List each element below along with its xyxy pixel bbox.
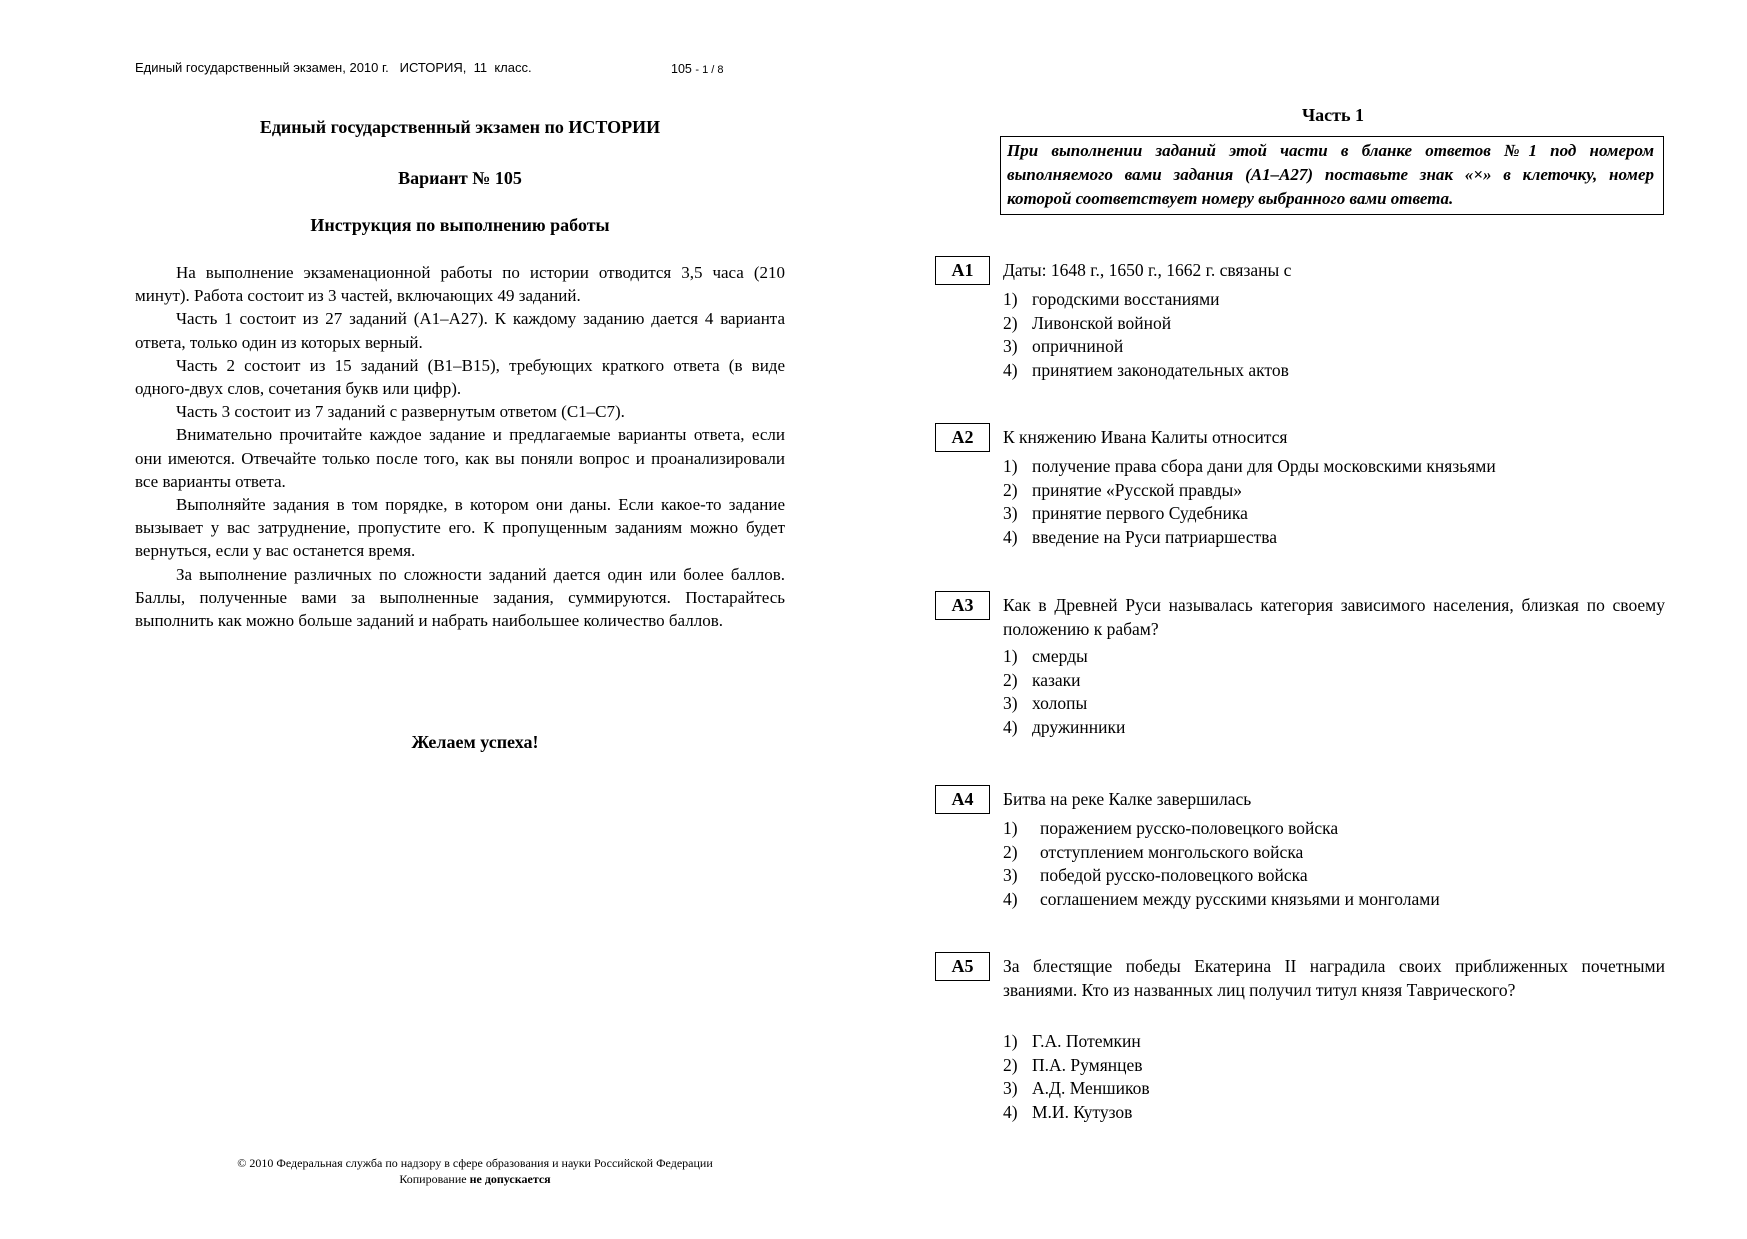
answer-option: 1) получение права сбора дани для Орды московскими князьями [1003, 456, 1496, 476]
instruction-paragraph: Внимательно прочитайте каждое задание и предлагаемые варианты ответа, если они имеются. Отвечайте только после того, как вы поняли вопрос и проанализировали все варианты ответа. [135, 425, 785, 491]
good-luck-text: Желаем успеха! [411, 732, 539, 752]
answer-options [1003, 645, 1125, 739]
task-question: Даты: 1648 г., 1650 г., 1662 г. связаны с [1003, 260, 1292, 280]
task-number: А3 [935, 591, 990, 620]
page-number: 105 - 1 / 8 [671, 62, 724, 76]
answer-options [1003, 288, 1289, 382]
instruction-paragraph: Часть 2 состоит из 15 заданий (В1–В15), требующих краткого ответа (в виде одного-двух слов, сочетания букв или цифр). [135, 355, 785, 399]
answer-option: 4) принятием законодательных актов [1003, 359, 1289, 380]
task-question: Битва на реке Калке завершилась [1003, 789, 1252, 809]
answer-option: 2) Ливонской войной [1003, 312, 1172, 333]
task-question: Как в Древней Руси называлась категория зависимого населения, близкая по своему положению к рабам? [1003, 595, 1665, 639]
answer-option: 4) дружинники [1003, 716, 1126, 737]
answer-option: 3) опричниной [1003, 336, 1124, 356]
copy-notice: Копирование не допускается [399, 1172, 551, 1186]
answer-option: 3) холопы [1003, 693, 1088, 713]
answer-option: 2) принятие «Русской правды» [1003, 479, 1243, 500]
answer-option: 2) казаки [1003, 669, 1081, 690]
answer-option: 3) победой русско-половецкого войска [1003, 865, 1308, 885]
task-number: А4 [935, 785, 990, 814]
answer-option: 2) П.А. Румянцев [1003, 1054, 1143, 1075]
answer-option: 1) городскими восстаниями [1003, 289, 1220, 309]
instruction-paragraph: Выполняйте задания в том порядке, в котором они даны. Если какое-то задание вызывает у вас затруднение, пропустите его. К пропущенным заданиям можно будет вернуться, если у вас останется время. [135, 495, 785, 561]
answer-option: 4) соглашением между русскими князьями и монголами [1003, 888, 1440, 909]
answer-option: 4) введение на Руси патриаршества [1003, 526, 1278, 547]
instruction-paragraph: Часть 1 состоит из 27 заданий (А1–А27). К каждому заданию дается 4 варианта ответа, только один из которых верный. [135, 309, 785, 352]
variant-title: Вариант № 105 [398, 168, 522, 188]
answer-options [1003, 1030, 1150, 1124]
answer-option: 1) смерды [1003, 646, 1088, 666]
copyright-footer [135, 1155, 815, 1187]
instruction-paragraph: За выполнение различных по сложности заданий дается один или более баллов. Баллы, полученные вами за выполненные задания, суммируются. Постарайтесь выполнить как можно больше заданий и набрать наибольшее количество баллов. [135, 564, 785, 631]
answer-option: 2) отступлением монгольского войска [1003, 841, 1304, 862]
task-number: А2 [935, 423, 990, 452]
instruction-paragraph: Часть 3 состоит из 7 заданий с развернутым ответом (С1–С7). [176, 402, 625, 422]
instructions-body [135, 261, 785, 632]
task-number: А5 [935, 952, 990, 981]
copyright-line: © 2010 Федеральная служба по надзору в сфере образования и науки Российской Федерации [237, 1156, 713, 1170]
answer-option: 1) Г.А. Потемкин [1003, 1031, 1141, 1051]
answer-option: 3) принятие первого Судебника [1003, 503, 1248, 523]
instruction-paragraph: На выполнение экзаменационной работы по истории отводится 3,5 часа (210 минут). Работа состоит из 3 частей, включающих 49 заданий. [135, 263, 785, 306]
task-question: К княжению Ивана Калиты относится [1003, 427, 1288, 447]
task-number: А1 [935, 256, 990, 285]
answer-option: 3) А.Д. Меншиков [1003, 1078, 1150, 1098]
answer-options [1003, 455, 1496, 549]
task-question: За блестящие победы Екатерина II наградила своих приближенных почетными званиями. Кто из названных лиц получил титул князя Таврического? [1003, 956, 1665, 1000]
part-instruction-box: При выполнении заданий этой части в бланке ответов №1 под номером выполняемого вами задания (А1–А27) поставьте знак «×» в клеточку, номер которой соответствует номеру выбранного вами ответа. [1000, 136, 1664, 215]
part-title: Часть 1 [1301, 105, 1365, 125]
answer-option: 4) М.И. Кутузов [1003, 1101, 1133, 1122]
answer-option: 1) поражением русско-половецкого войска [1003, 818, 1339, 838]
answer-options [1003, 817, 1440, 911]
page-header [135, 60, 724, 76]
instructions-title: Инструкция по выполнению работы [310, 215, 610, 235]
exam-header-text: Единый государственный экзамен, 2010 г. ИСТОРИЯ, 11 класс. [135, 60, 532, 75]
exam-title: Единый государственный экзамен по ИСТОРИИ [259, 117, 661, 137]
